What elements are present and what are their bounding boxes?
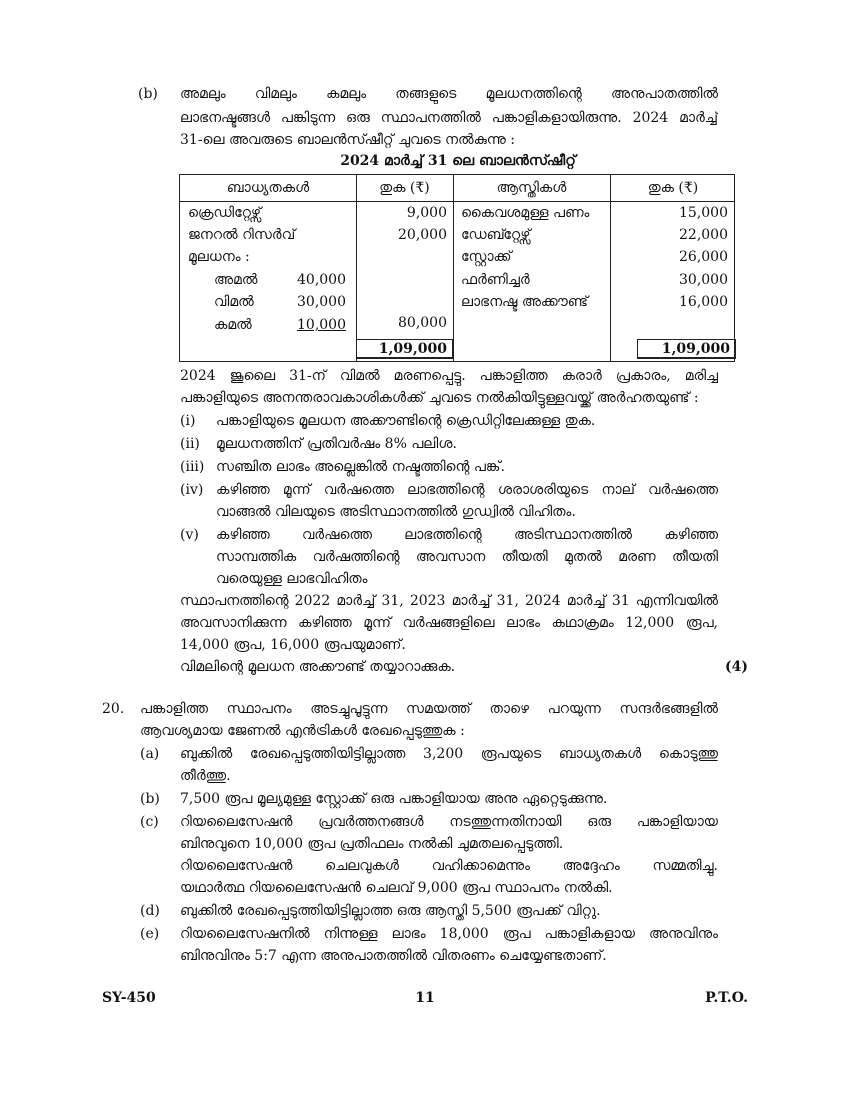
- item-i-number: (i): [180, 413, 196, 429]
- question-b-intro-line-2: ലാഭനഷ്ടങ്ങൾ പങ്കിടുന്ന ഒരു സ്ഥാപനത്തിൽ പങ്കാളികളായിരുന്നു. 2024 മാർച്ച്: [180, 110, 718, 126]
- q20-item-b-line-1: 7,500 രൂപ മൂല്യമുള്ള സ്റ്റോക്ക് ഒരു പങ്കാളിയായ അനു ഏറ്റെടുക്കുന്നു.: [180, 791, 608, 807]
- q20-item-a-label: (a): [140, 746, 160, 762]
- asset-stock-amount: 26,000: [679, 249, 728, 265]
- footer-pto: P.T.O.: [705, 990, 748, 1006]
- q20-item-e-label: (e): [140, 926, 160, 942]
- footer-page-number: 11: [415, 990, 435, 1006]
- header-amount-right: തുക (₹): [647, 180, 699, 196]
- capital-amal-amount: 40,000: [297, 272, 346, 288]
- asset-debtors: ഡേബ്റ്റേഴ്സ്: [461, 227, 531, 243]
- liability-creditors-amount: 9,000: [406, 205, 447, 221]
- question-20-intro-line-2: ആവശ്യമായ ജേണൽ എൻട്രികൾ രേഖപ്പെടുത്തുക :: [140, 723, 465, 739]
- q20-item-c-line-4: യഥാർത്ഥ റിയലൈസേഷൻ ചെലവ് 9,000 രൂപ സ്ഥാപനം നൽകി.: [180, 880, 613, 896]
- question-b-intro-line-1: അമലും വിമലും കമലും തങ്ങളുടെ മൂലധനത്തിന്റെ അനുപാതത്തിൽ: [180, 86, 718, 102]
- item-v-text-line-3: വരെയുള്ള ലാഭവിഹിതം: [216, 571, 368, 587]
- item-iv-text-line-1: കഴിഞ്ഞ മൂന്ന് വർഷത്തെ ലാഭത്തിന്റെ ശരാശരിയുടെ നാല് വർഷത്തെ: [216, 482, 718, 498]
- q20-item-c-line-1: റിയലൈസേഷൻ പ്രവർത്തനങ്ങൾ നടത്തുന്നതിനായി ഒരു പങ്കാളിയായ: [180, 814, 718, 830]
- capital-total: 80,000: [398, 315, 447, 331]
- balance-sheet-table: [179, 174, 735, 362]
- question-b-instruction: വിമലിന്റെ മൂലധന അക്കൗണ്ട് തയ്യാറാക്കുക.: [180, 659, 456, 675]
- item-iii-text: സഞ്ചിത ലാഭം അല്ലെങ്കിൽ നഷ്ടത്തിന്റെ പങ്ക്.: [216, 459, 505, 475]
- header-liabilities: ബാധ്യതകൾ: [226, 180, 310, 196]
- capital-vimal: വിമൽ: [214, 294, 254, 310]
- question-20-number: 20.: [102, 701, 125, 717]
- question-b-marks: (4): [725, 659, 748, 675]
- profit-line-2: അവസാനിക്കുന്ന കഴിഞ്ഞ മൂന്ന് വർഷങ്ങളിലെ ലാഭം കഥാക്രമം 12,000 രൂപ,: [180, 615, 718, 631]
- item-i-text: പങ്കാളിയുടെ മൂലധന അക്കൗണ്ടിന്റെ ക്രെഡിറ്റിലേക്കുള്ള തുക.: [216, 413, 596, 429]
- q20-item-c-label: (c): [140, 814, 159, 830]
- item-iv-number: (iv): [180, 482, 204, 498]
- death-info-line-2: പങ്കാളിയുടെ അനന്തരാവകാശികൾക്ക് ചുവടെ നൽകിയിട്ടുള്ളവയ്ക്ക് അർഹതയുണ്ട് :: [180, 390, 699, 406]
- asset-furniture-amount: 30,000: [679, 272, 728, 288]
- profit-line-3: 14,000 രൂപ, 16,000 രൂപയുമാണ്.: [180, 637, 406, 653]
- q20-item-d-label: (d): [140, 903, 160, 919]
- question-b-label: (b): [138, 86, 158, 102]
- capital-vimal-amount: 30,000: [297, 294, 346, 310]
- asset-cash: കൈവശമുള്ള പണം: [461, 205, 590, 221]
- footer-exam-code: SY-450: [102, 990, 156, 1006]
- liability-general-reserve-amount: 20,000: [398, 227, 447, 243]
- asset-debtors-amount: 22,000: [679, 227, 728, 243]
- q20-item-a-line-1: ബുക്കിൽ രേഖപ്പെടുത്തിയിട്ടില്ലാത്ത 3,200 രൂപയുടെ ബാധ്യതകൾ കൊടുത്തു: [180, 746, 718, 762]
- total-liabilities: 1,09,000: [378, 341, 447, 357]
- q20-item-e-line-2: ബിനുവിനും 5:7 എന്ന അനുപാതത്തിൽ വിതരണം ചെയ്യേണ്ടതാണ്.: [180, 948, 607, 964]
- asset-furniture: ഫർണിച്ചർ: [461, 272, 530, 288]
- balance-sheet-title: 2024 മാർച്ച് 31 ലെ ബാലൻസ്ഷീറ്റ്: [340, 153, 576, 169]
- header-assets: ആസ്തികൾ: [496, 180, 567, 196]
- liability-creditors: ക്രെഡിറ്റേഴ്സ്: [188, 205, 262, 221]
- item-iv-text-line-2: വാങ്ങൽ വിലയുടെ അടിസ്ഥാനത്തിൽ ഗുഡ്വിൽ വിഹിതം.: [216, 504, 576, 520]
- q20-item-b-label: (b): [140, 791, 160, 807]
- q20-item-c-line-3: റിയലൈസേഷൻ ചെലവുകൾ വഹിക്കാമെന്നും അദ്ദേഹം സമ്മതിച്ചു.: [180, 858, 718, 874]
- capital-kamal: കമൽ: [214, 317, 252, 333]
- q20-item-c-line-2: ബിനുവുനെ 10,000 രൂപ പ്രതിഫലം നൽകി ചുമതലപ്പെടുത്തി.: [180, 836, 564, 852]
- asset-cash-amount: 15,000: [679, 205, 728, 221]
- total-assets: 1,09,000: [661, 341, 730, 357]
- item-ii-text: മൂലധനത്തിന് പ്രതിവർഷം 8% പലിശ.: [216, 436, 457, 452]
- liability-capital-heading: മൂലധനം :: [188, 249, 250, 265]
- item-v-number: (v): [180, 527, 199, 543]
- item-v-text-line-1: കഴിഞ്ഞ വർഷത്തെ ലാഭത്തിന്റെ അടിസ്ഥാനത്തിൽ കഴിഞ്ഞ: [216, 527, 718, 543]
- q20-item-e-line-1: റിയലൈസേഷനിൽ നിന്നുള്ള ലാഭം 18,000 രൂപ പങ്കാളികളായ അനുവിനും: [180, 926, 718, 942]
- header-amount-left: തുക (₹): [379, 180, 430, 196]
- capital-amal: അമൽ: [214, 272, 258, 288]
- death-info-line-1: 2024 ജൂലൈ 31-ന് വിമൽ മരണപ്പെട്ടു. പങ്കാളിത്ത കരാർ പ്രകാരം, മരിച്ച: [180, 368, 718, 384]
- item-v-text-line-2: സാമ്പത്തിക വർഷത്തിന്റെ അവസാന തീയതി മുതൽ മരണ തീയതി: [216, 549, 718, 565]
- liability-general-reserve: ജനറൽ റിസർവ്: [188, 227, 296, 243]
- asset-profit-loss-account-amount: 16,000: [679, 294, 728, 310]
- question-20-intro-line-1: പങ്കാളിത്ത സ്ഥാപനം അടച്ചുപൂട്ടുന്ന സമയത്ത് താഴെ പറയുന്ന സന്ദർഭങ്ങളിൽ: [140, 701, 718, 717]
- asset-stock: സ്റ്റോക്ക്: [461, 249, 512, 265]
- asset-profit-loss-account: ലാഭനഷ്ട അക്കൗണ്ട്: [461, 294, 588, 310]
- capital-kamal-amount: 10,000: [297, 317, 346, 333]
- profit-line-1: സ്ഥാപനത്തിന്റെ 2022 മാർച്ച് 31, 2023 മാർച്ച് 31, 2024 മാർച്ച് 31 എന്നിവയിൽ: [180, 593, 718, 609]
- q20-item-a-line-2: തീർത്തു.: [180, 768, 231, 784]
- question-b-intro-line-3: 31-ലെ അവരുടെ ബാലൻസ്ഷീറ്റ് ചുവടെ നൽകുന്നു :: [180, 132, 516, 148]
- item-ii-number: (ii): [180, 436, 200, 452]
- q20-item-d-line-1: ബുക്കിൽ രേഖപ്പെടുത്തിയിട്ടില്ലാത്ത ഒരു ആസ്തി 5,500 രൂപക്ക് വിറ്റു.: [180, 903, 601, 919]
- item-iii-number: (iii): [180, 459, 205, 475]
